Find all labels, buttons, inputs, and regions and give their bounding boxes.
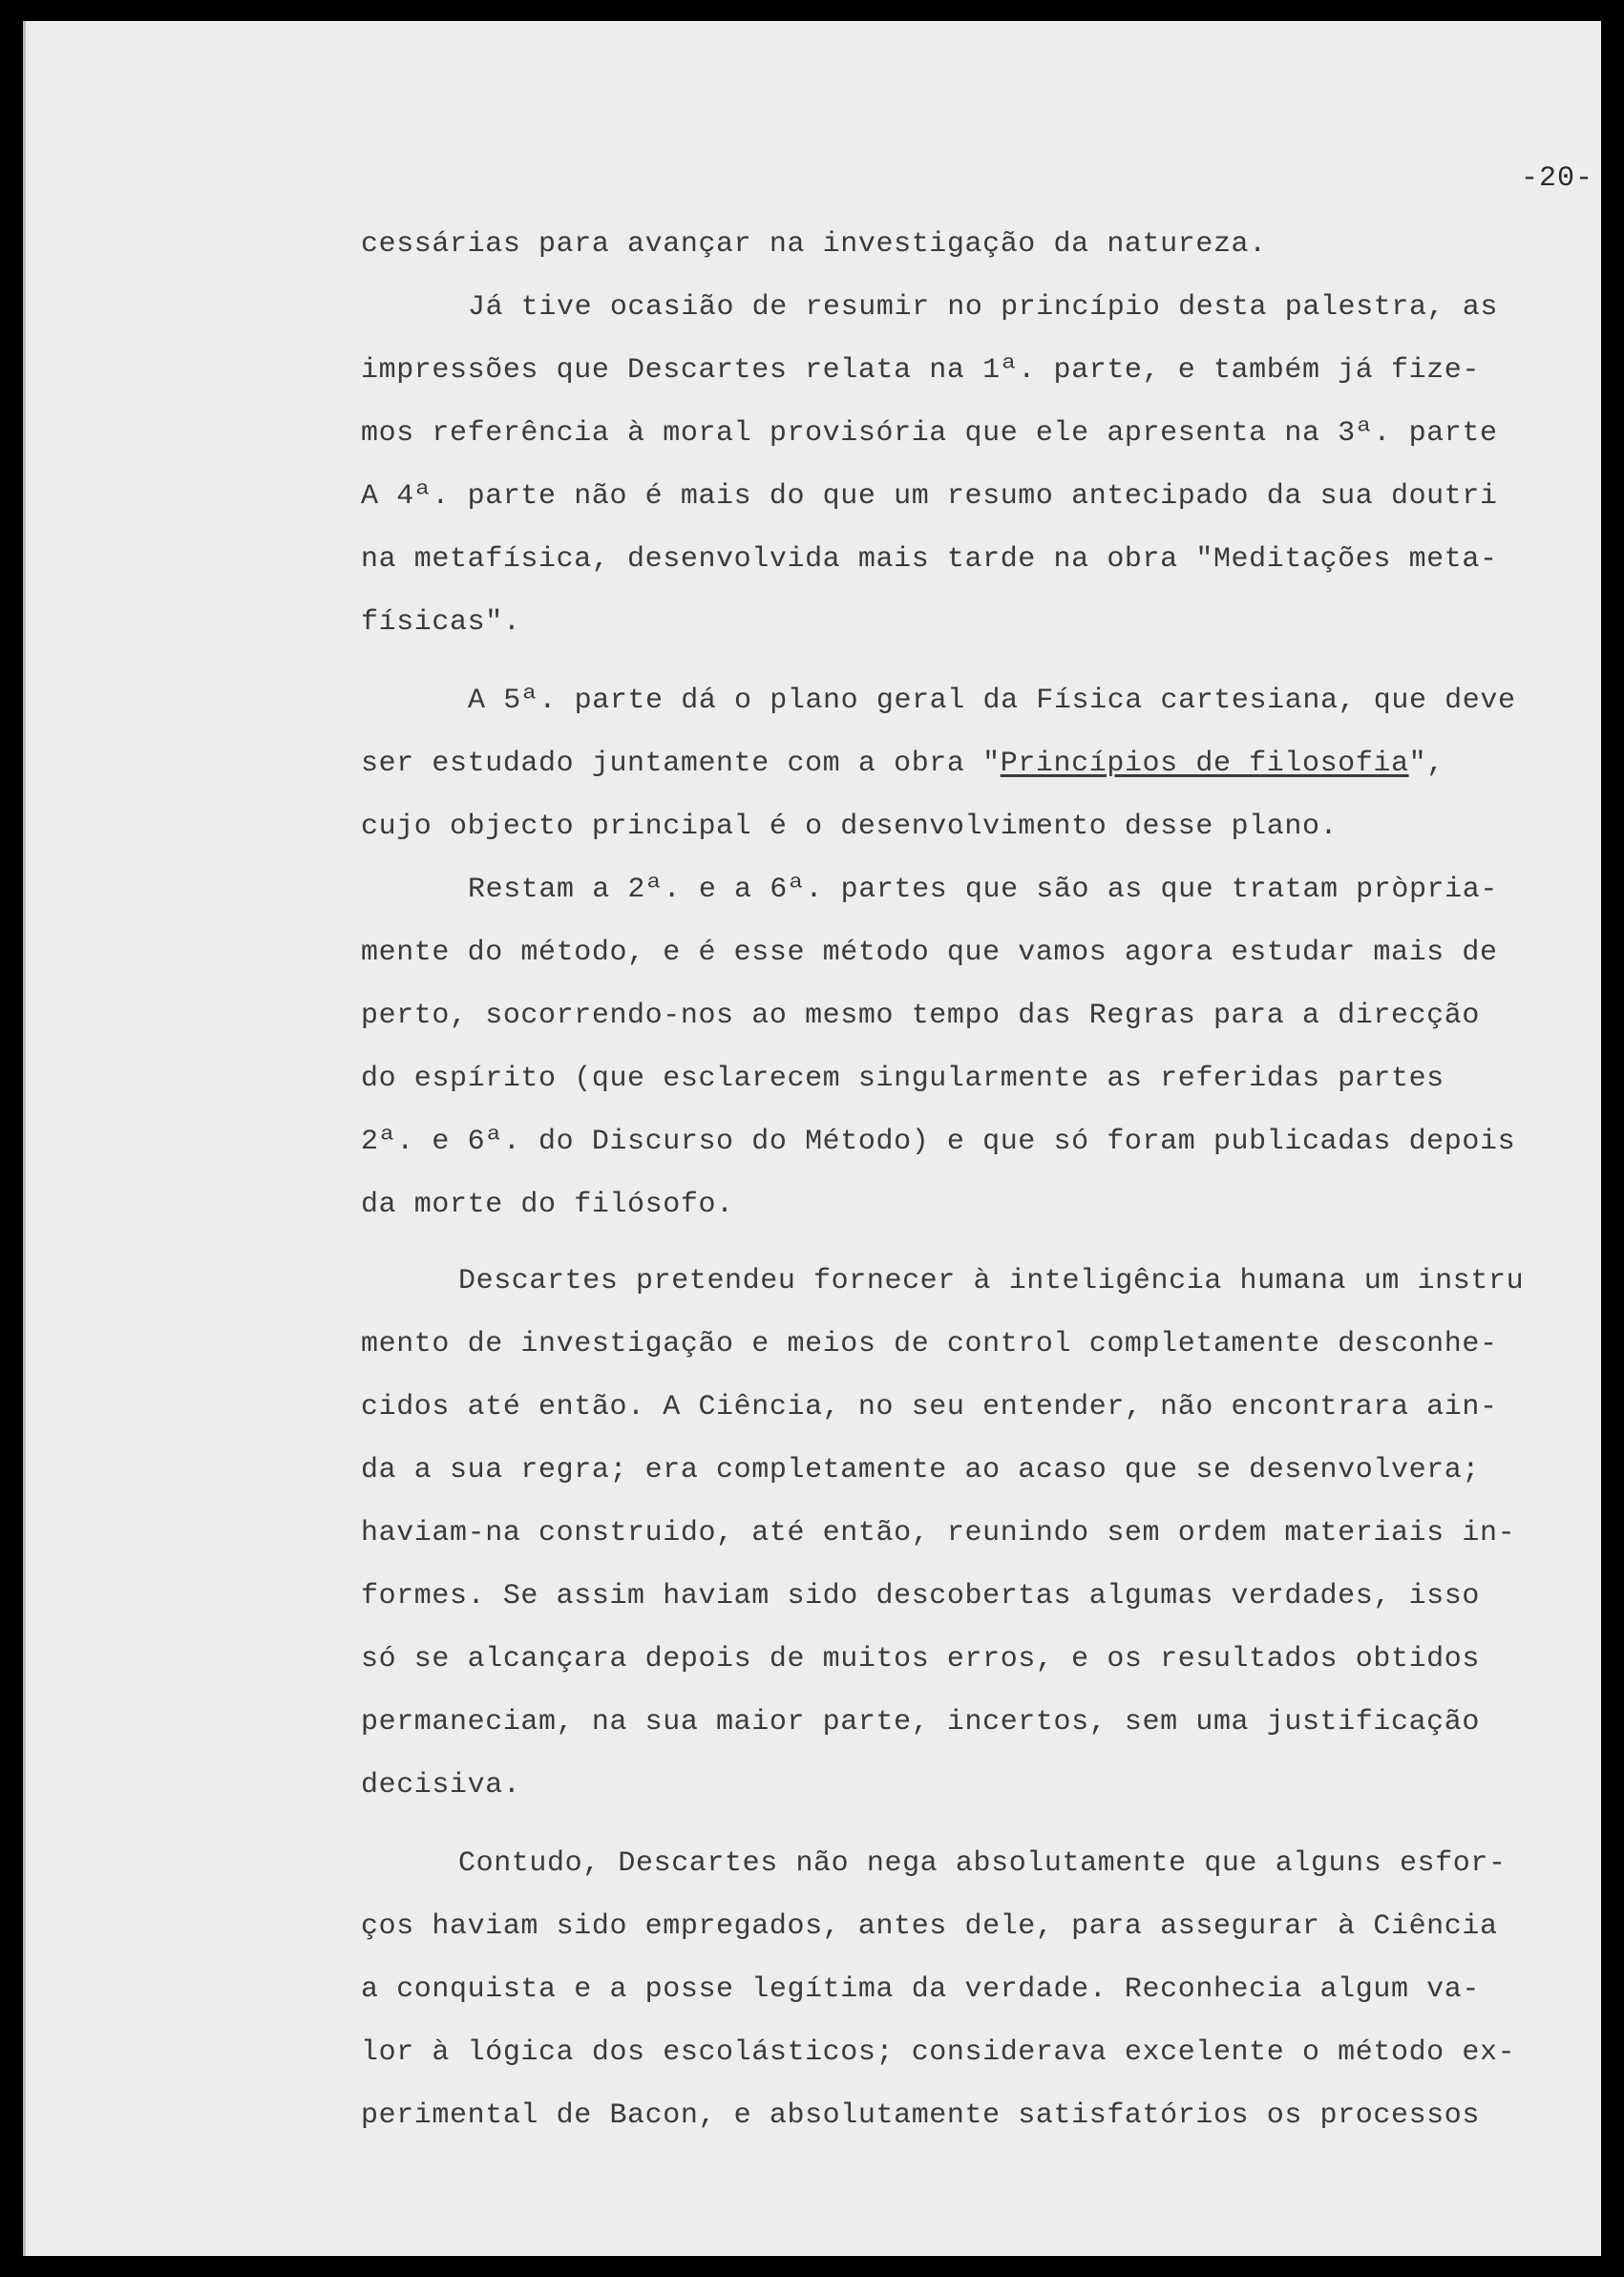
page-number: -20- [1520,162,1593,195]
text-line: lor à lógica dos escolásticos; considerava excelente o método ex- [361,2036,1516,2069]
text-line: A 5ª. parte dá o plano geral da Física cartesiana, que deve [468,685,1516,717]
text-line: mos referência à moral provisória que ele apresenta na 3ª. parte [361,417,1498,450]
text-segment: ser estudado juntamente com a obra " [361,748,1001,780]
text-line: na metafísica, desenvolvida mais tarde na obra "Meditações meta- [361,543,1498,576]
text-line: físicas". [361,606,521,639]
text-line: Descartes pretendeu fornecer à inteligência humana um instru [458,1265,1525,1297]
text-line: formes. Se assim haviam sido descobertas algumas verdades, isso [361,1580,1480,1613]
text-line: Contudo, Descartes não nega absolutamente que alguns esfor- [458,1847,1507,1880]
text-line: impressões que Descartes relata na 1ª. parte, e também já fize- [361,354,1480,387]
text-line: perimental de Bacon, e absolutamente satisfatórios os processos [361,2099,1480,2132]
text-line: A 4ª. parte não é mais do que um resumo antecipado da sua doutri [361,480,1498,513]
text-line: da a sua regra; era completamente ao acaso que se desenvolvera; [361,1454,1480,1486]
text-line: a conquista e a posse legítima da verdade. Reconhecia algum va- [361,1973,1480,2006]
text-line: do espírito (que esclarecem singularmente as referidas partes [361,1063,1445,1095]
text-line: mento de investigação e meios de control completamente desconhe- [361,1328,1498,1360]
page-edge-shadow [23,21,26,2256]
text-line: cidos até então. A Ciência, no seu entender, não encontrara ain- [361,1391,1498,1423]
book-title-underlined: Princípios de filosofia [1000,748,1409,780]
text-line-with-title [361,747,1445,781]
text-line: cessárias para avançar na investigação da natureza. [361,228,1267,261]
text-line: da morte do filósofo. [361,1189,734,1221]
text-line: haviam-na construido, até então, reunindo sem ordem materiais in- [361,1517,1516,1550]
text-segment: ", [1408,748,1445,780]
text-line: cujo objecto principal é o desenvolvimento desse plano. [361,811,1339,843]
text-line: ços haviam sido empregados, antes dele, para assegurar à Ciência [361,1910,1498,1943]
text-line: 2ª. e 6ª. do Discurso do Método) e que só foram publicadas depois [361,1126,1516,1158]
text-line: Restam a 2ª. e a 6ª. partes que são as que tratam pròpria- [468,874,1498,906]
document-page [23,21,1601,2256]
text-line: perto, socorrendo-nos ao mesmo tempo das Regras para a direcção [361,1000,1480,1032]
text-line: decisiva. [361,1769,521,1802]
text-line: permaneciam, na sua maior parte, incertos, sem uma justificação [361,1706,1480,1739]
text-line: mente do método, e é esse método que vamos agora estudar mais de [361,937,1498,969]
text-line: Já tive ocasião de resumir no princípio desta palestra, as [468,291,1498,324]
text-line: só se alcançara depois de muitos erros, e os resultados obtidos [361,1643,1480,1676]
